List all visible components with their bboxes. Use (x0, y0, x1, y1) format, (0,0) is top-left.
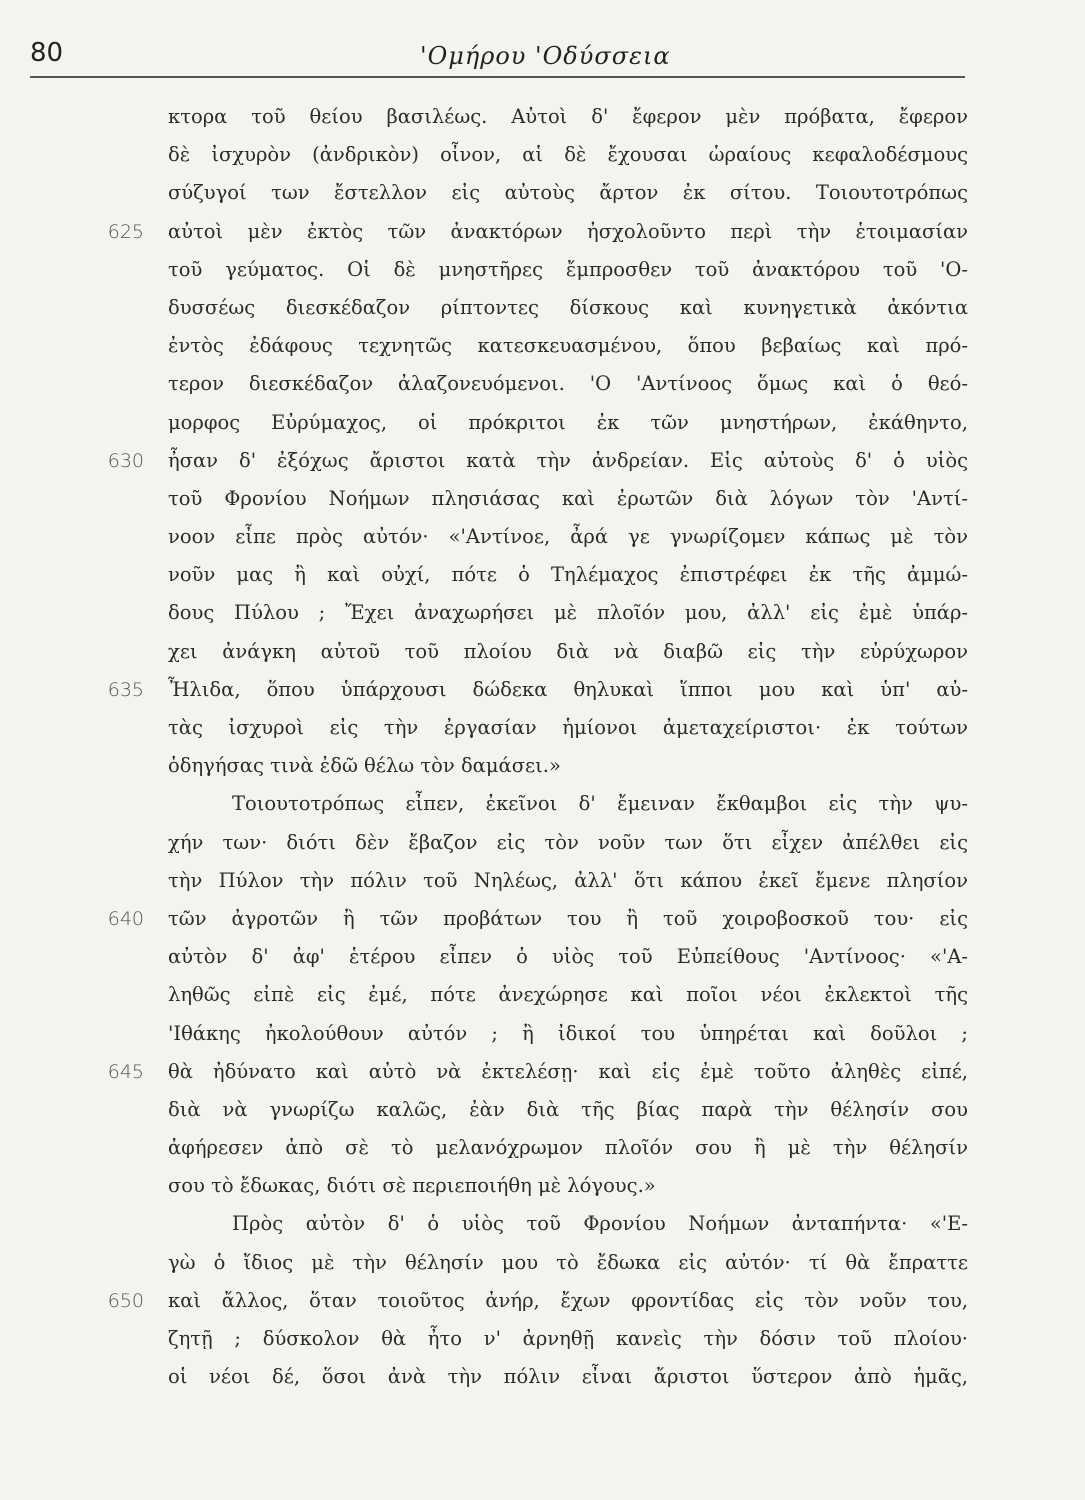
line-text: τοῦ Φρονίου Νοήμων πλησιάσας καὶ ἐρωτῶν διὰ λόγων τὸν 'Αντί- (168, 486, 968, 510)
text-line (0, 1358, 1085, 1396)
text-line (0, 594, 1085, 632)
line-text: ληθῶς εἰπὲ εἰς ἐμέ, πότε ἀνεχώρησε καὶ ποῖοι νέοι ἐκλεκτοὶ τῆς (168, 983, 968, 1007)
line-text: δους Πύλου ; Ἔχει ἀναχωρήσει μὲ πλοῖόν μου, ἀλλ' εἰς ἐμὲ ὑπάρ- (168, 601, 968, 625)
line-text: νοῦν μας ἢ καὶ οὐχί, πότε ὁ Τηλέμαχος ἐπιστρέφει ἐκ τῆς ἀμμώ- (168, 563, 968, 587)
body-text (0, 98, 1085, 1396)
text-line (0, 709, 1085, 747)
text-line (0, 556, 1085, 594)
text-line (0, 289, 1085, 327)
text-line (0, 1205, 1085, 1243)
line-text: σύζυγοί των ἔστελλον εἰς αὐτοὺς ἄρτον ἐκ σίτου. Τοιουτοτρόπως (168, 181, 968, 205)
text-line (0, 1129, 1085, 1167)
line-text: σου τὸ ἔδωκας, διότι σὲ περιεποιήθη μὲ λόγους.» (168, 1174, 656, 1198)
line-text: μορφος Εὐρύμαχος, οἱ πρόκριτοι ἐκ τῶν μνηστήρων, ἐκάθηντο, (168, 410, 968, 434)
line-text: 'Ιθάκης ἠκολούθουν αὐτόν ; ἢ ἰδικοί του ὑπηρέται καὶ δοῦλοι ; (168, 1021, 968, 1045)
text-line (0, 824, 1085, 862)
text-line (0, 174, 1085, 212)
text-line (0, 404, 1085, 442)
page-number: 80 (30, 38, 64, 68)
text-line (0, 1282, 1085, 1320)
line-text: Πρὸς αὐτὸν δ' ὁ υἱὸς τοῦ Φρονίου Νοήμων ἀνταπήντα· «'Ε- (232, 1212, 968, 1236)
line-text: δὲ ἰσχυρὸν (ἀνδρικὸν) οἶνον, αἱ δὲ ἔχουσαι ὡραίους κεφαλοδέσμους (168, 143, 968, 167)
line-text: θὰ ἠδύνατο καὶ αὐτὸ νὰ ἐκτελέσῃ· καὶ εἰς ἐμὲ τοῦτο ἀληθὲς εἰπέ, (168, 1059, 968, 1083)
text-line (0, 480, 1085, 518)
line-text: ἦσαν δ' ἐξόχως ἄριστοι κατὰ τὴν ἀνδρείαν. Εἰς αὐτοὺς δ' ὁ υἱὸς (168, 448, 968, 472)
text-line (0, 900, 1085, 938)
text-line (0, 1244, 1085, 1282)
line-text: τῶν ἀγροτῶν ἢ τῶν προβάτων του ἢ τοῦ χοιροβοσκοῦ του· εἰς (168, 906, 968, 930)
text-line (0, 747, 1085, 785)
header-rule (30, 76, 965, 78)
text-line (0, 976, 1085, 1014)
line-number: 645 (107, 1060, 144, 1083)
line-text: χει ἀνάγκη αὐτοῦ τοῦ πλοίου διὰ νὰ διαβῶ εἰς τὴν εὐρύχωρον (168, 639, 968, 663)
text-line (0, 785, 1085, 823)
text-line (0, 1167, 1085, 1205)
line-text: τὴν Πύλον τὴν πόλιν τοῦ Νηλέως, ἀλλ' ὅτι κάπου ἐκεῖ ἔμενε πλησίον (168, 868, 968, 892)
line-text: νοον εἶπε πρὸς αὐτόν· «'Αντίνοε, ἆρά γε γνωρίζομεν κάπως μὲ τὸν (168, 525, 968, 549)
line-text: χήν των· διότι δὲν ἔβαζον εἰς τὸν νοῦν των ὅτι εἶχεν ἀπέλθει εἰς (168, 830, 968, 854)
running-title: 'Ομήρου 'Οδύσσεια (420, 42, 671, 70)
text-line (0, 1015, 1085, 1053)
text-line (0, 633, 1085, 671)
text-line (0, 862, 1085, 900)
text-line (0, 1320, 1085, 1358)
line-text: ὁδηγήσας τινὰ ἐδῶ θέλω τὸν δαμάσει.» (168, 754, 561, 778)
line-number: 635 (107, 678, 144, 701)
text-line (0, 213, 1085, 251)
text-line (0, 518, 1085, 556)
line-text: ἀφήρεσεν ἀπὸ σὲ τὸ μελανόχρωμον πλοῖόν σου ἢ μὲ τὴν θέλησίν (168, 1136, 968, 1160)
line-text: τὰς ἰσχυροὶ εἰς τὴν ἐργασίαν ἡμίονοι ἀμεταχείριστοι· ἐκ τούτων (168, 716, 968, 739)
text-line (0, 1091, 1085, 1129)
line-text: γὼ ὁ ἴδιος μὲ τὴν θέλησίν μου τὸ ἔδωκα εἰς αὐτόν· τί θὰ ἔπραττε (168, 1250, 968, 1274)
line-text: δυσσέως διεσκέδαζον ρίπτοντες δίσκους καὶ κυνηγετικὰ ἀκόντια (168, 295, 968, 319)
line-text: τοῦ γεύματος. Οἱ δὲ μνηστῆρες ἔμπροσθεν τοῦ ἀνακτόρου τοῦ 'Ο- (168, 257, 968, 281)
line-text: Τοιουτοτρόπως εἶπεν, ἐκεῖνοι δ' ἔμειναν ἔκθαμβοι εἰς τὴν ψυ- (232, 792, 968, 816)
line-text: Ἦλιδα, ὅπου ὑπάρχουσι δώδεκα θηλυκαὶ ἵπποι μου καὶ ὑπ' αὐ- (168, 677, 968, 701)
text-line (0, 938, 1085, 976)
line-number: 630 (107, 449, 144, 472)
line-text: καὶ ἄλλος, ὅταν τοιοῦτος ἀνήρ, ἔχων φροντίδας εἰς τὸν νοῦν του, (168, 1288, 968, 1312)
line-text: οἱ νέοι δέ, ὅσοι ἀνὰ τὴν πόλιν εἶναι ἄριστοι ὕστερον ἀπὸ ἡμᾶς, (168, 1365, 968, 1389)
line-text: κτορα τοῦ θείου βασιλέως. Αὐτοὶ δ' ἔφερον μὲν πρόβατα, ἔφερον (168, 105, 968, 128)
line-number: 640 (107, 907, 144, 930)
text-line (0, 251, 1085, 289)
line-text: τερον διεσκέδαζον ἀλαζονευόμενοι. 'Ο 'Αντίνοος ὅμως καὶ ὁ θεό- (168, 372, 968, 396)
text-line (0, 136, 1085, 174)
line-text: αὐτὸν δ' ἀφ' ἑτέρου εἶπεν ὁ υἱὸς τοῦ Εὐπείθους 'Αντίνοος· «'Α- (168, 945, 968, 969)
text-line (0, 671, 1085, 709)
text-line (0, 327, 1085, 365)
line-text: ζητῇ ; δύσκολον θὰ ἦτο ν' ἀρνηθῇ κανεὶς τὴν δόσιν τοῦ πλοίου· (168, 1327, 968, 1350)
text-line (0, 442, 1085, 480)
line-number: 625 (107, 220, 144, 243)
line-number: 650 (107, 1289, 144, 1312)
text-line (0, 98, 1085, 136)
text-line (0, 1053, 1085, 1091)
line-text: ἐντὸς ἐδάφους τεχνητῶς κατεσκευασμένου, ὅπου βεβαίως καὶ πρό- (168, 334, 968, 358)
line-text: διὰ νὰ γνωρίζω καλῶς, ἐὰν διὰ τῆς βίας παρὰ τὴν θέλησίν σου (168, 1097, 968, 1121)
line-text: αὐτοὶ μὲν ἐκτὸς τῶν ἀνακτόρων ἠσχολοῦντο περὶ τὴν ἑτοιμασίαν (168, 219, 968, 243)
text-line (0, 365, 1085, 403)
